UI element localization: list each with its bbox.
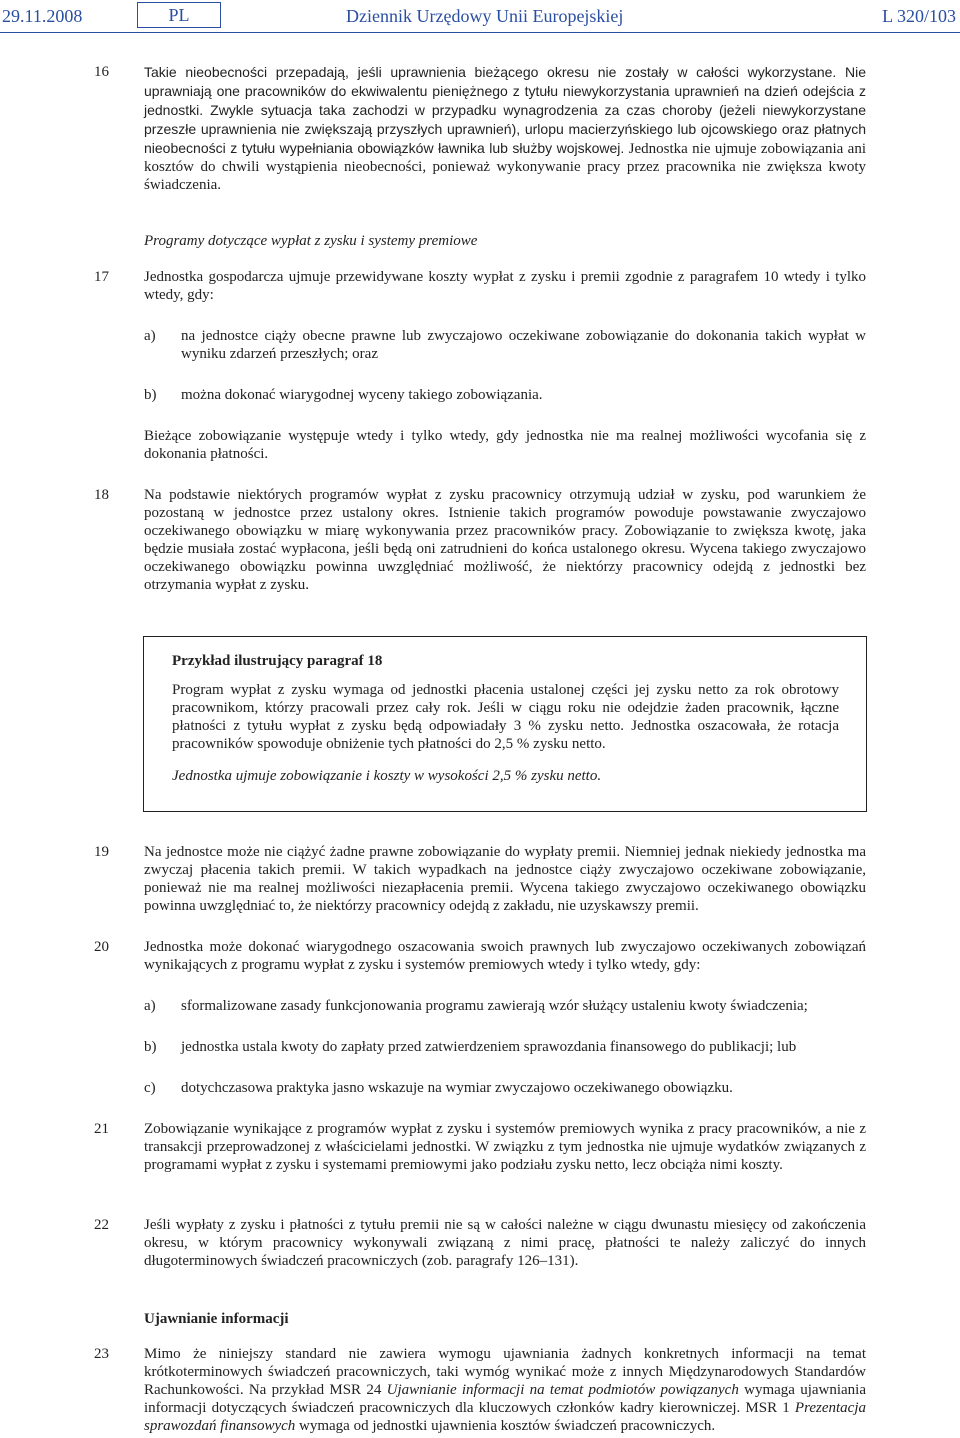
paragraph-text: Na jednostce może nie ciążyć żadne prawne zobowiązanie do wypłaty premii. Niemniej jednak niekiedy jednostka ma zwyczaj płacenia takich premii. W takich wypadkach na jednostce ciąży zwyczajowo oczekiwane zobowiązanie, ponieważ nie ma realnej możliwości niezapłacenia premii. Wycena takiego zwyczajowo oczekiwanego obowiązku powinna uwzględniać to, że niektórzy pracownicy odejdą z zakładu, nie uzyskawszy premii. xyxy=(144,844,866,914)
list-item-text: sformalizowane zasady funkcjonowania programu zawierają wzór służący ustaleniu kwoty świadczenia; xyxy=(181,998,808,1014)
list-item-text: dotychczasowa praktyka jasno wskazuje na wymiar zwyczajowo oczekiwanego obowiązku. xyxy=(181,1080,733,1096)
document-title-reference: Ujawnianie informacji na temat podmiotów powiązanych xyxy=(386,1382,739,1398)
paragraph-text: Bieżące zobowiązanie występuje wtedy i tylko wtedy, gdy jednostka nie ma realnej możliwości wycofania się z dokonania płatności. xyxy=(144,428,866,462)
paragraph-text-part: Mimo że niniejszy standard nie zawiera wymogu ujawniania żadnych konkretnych informacji na temat krótkoterminowych świadczeń pracowniczych, taki wymóg wynikać może z innych Międzynarodowych Standardów Rachunkowości. Na przykład MSR 24 xyxy=(144,1346,866,1398)
page-header xyxy=(0,0,960,32)
list-item-label: b) xyxy=(144,387,157,403)
section-heading-profit-sharing: Programy dotyczące wypłat z zysku i systemy premiowe xyxy=(144,233,478,249)
paragraph-text-part: Takie nieobecności przepadają, jeśli uprawnienia bieżącego okresu nie zostały w całości wykorzystane. Nie uprawniają one pracowników do ekwiwalentu pieniężnego z tytułu niewykorzystania uprawnień na dzień odejścia z jednostki. Zwykle sytuacja taka zachodzi w przypadku wynagrodzenia za czas choroby (jeżeli niewykorzystane przeszłe uprawnienia nie zwiększają przyszłych uprawnień), urlopu macierzyńskiego lub ojcowskiego oraz płatnych nieobecności z tytułu wypełniania obowiązków ławnika lub służby wojskowej. xyxy=(144,64,866,156)
paragraph-number: 18 xyxy=(94,487,109,503)
paragraph-text-part: wymaga ujawniania informacji dotyczących świadczeń pracowniczych dla kluczowych członków kadry kierowniczej. MSR 1 xyxy=(144,1382,867,1416)
page-reference: L 320/103 xyxy=(882,6,956,26)
paragraph-text: Zobowiązanie wynikające z programów wypłat z zysku i systemów premiowych wynika z pracy pracowników, a nie z transakcji przeprowadzonej z właścicielami jednostki. W związku z tym jednostka nie ujmuje wydatków związanych z programami wypłat z zysku i systemami premiowymi jako podziału zysku netto, lecz obciąża nimi koszty. xyxy=(144,1121,866,1173)
list-item-text: na jednostce ciąży obecne prawne lub zwyczajowo oczekiwane zobowiązanie do dokonania takich wypłat w wyniku zdarzeń przeszłych; oraz xyxy=(181,328,866,362)
header-divider xyxy=(0,32,960,33)
paragraph-text xyxy=(144,1345,866,1435)
paragraph-number: 21 xyxy=(94,1121,109,1137)
list-item-text: można dokonać wiarygodnej wyceny takiego zobowiązania. xyxy=(181,387,543,403)
paragraph-text: Jeśli wypłaty z zysku i płatności z tytułu premii nie są w całości należne w ciągu dwunastu miesięcy od zakończenia okresu, w którym pracownicy wykonywali związaną z nimi pracę, płatności te należy zaliczyć do innych długoterminowych świadczeń pracowniczych (zob. paragrafy 126–131). xyxy=(144,1217,866,1269)
list-item-label: a) xyxy=(144,998,156,1014)
paragraph-text-part: Jednostka nie ujmuje zobowiązania ani kosztów do chwili wystąpienia nieobecności, ponieważ wykonywanie pracy przez pracownika nie zwiększa kwoty świadczenia. xyxy=(144,141,866,193)
list-item-label: b) xyxy=(144,1039,157,1055)
list-item-text: jednostka ustala kwoty do zapłaty przed zatwierdzeniem sprawozdania finansowego do publikacji; lub xyxy=(181,1039,797,1055)
publication-date: 29.11.2008 xyxy=(2,6,83,26)
paragraph-text: Na podstawie niektórych programów wypłat z zysku pracownicy otrzymują udział w zysku, pod warunkiem że pozostaną w jednostce przez ustalony okres. Istnienie takich programów powoduje powstawanie zwyczajowo oczekiwanego obowiązku w miarę wykonywania przez pracowników pracy. Zobowiązanie to zwiększa kwotę, jaka będzie musiała zostać wypłacona, jeśli będą oni zatrudnieni do końca ustalonego okresu. Wycena takiego zwyczajowo oczekiwanego obowiązku powinna uwzględniać możliwość, że niektórzy pracownicy odejdą z jednostki bez otrzymania wypłat z zysku. xyxy=(144,487,866,593)
paragraph-text: Jednostka gospodarcza ujmuje przewidywane koszty wypłat z zysku i premii zgodnie z paragrafem 10 wtedy i tylko wtedy, gdy: xyxy=(144,269,866,303)
paragraph-text: Jednostka może dokonać wiarygodnego oszacowania swoich prawnych lub zwyczajowo oczekiwanych zobowiązań wynikających z programu wypłat z zysku i systemów premiowych wtedy i tylko wtedy, gdy: xyxy=(144,939,866,973)
example-conclusion: Jednostka ujmuje zobowiązanie i koszty w wysokości 2,5 % zysku netto. xyxy=(172,768,602,784)
paragraph-number: 20 xyxy=(94,939,109,955)
section-heading-disclosure: Ujawnianie informacji xyxy=(144,1311,289,1327)
example-title: Przykład ilustrujący paragraf 18 xyxy=(172,653,383,669)
journal-title: Dziennik Urzędowy Unii Europejskiej xyxy=(346,6,624,26)
document-title-reference: Prezentacja sprawozdań finansowych xyxy=(144,1400,866,1434)
paragraph-number: 22 xyxy=(94,1217,109,1233)
example-body: Program wypłat z zysku wymaga od jednostki płacenia ustalonej części jej zysku netto za rok obrotowy pracownikom, którzy pracowali przez cały rok. Jeśli w ciągu roku nie odejdzie żaden pracownik, łączne płatności z tytułu wypłat z zysku będą odpowiadały 3 % zysku netto. Jednostka oszacowała, że rotacja pracowników spowoduje obniżenie tych płatności do 2,5 % zysku netto. xyxy=(172,682,839,752)
paragraph-number: 17 xyxy=(94,269,109,285)
language-badge: PL xyxy=(137,2,221,28)
paragraph-number: 19 xyxy=(94,844,109,860)
paragraph-text-part: wymaga od jednostki ujawnienia kosztów świadczeń pracowniczych. xyxy=(295,1418,716,1434)
list-item-label: c) xyxy=(144,1080,156,1096)
paragraph-number: 23 xyxy=(94,1346,109,1362)
paragraph-number: 16 xyxy=(94,64,109,80)
paragraph-text xyxy=(144,63,866,194)
example-box xyxy=(143,636,867,812)
list-item-label: a) xyxy=(144,328,156,344)
